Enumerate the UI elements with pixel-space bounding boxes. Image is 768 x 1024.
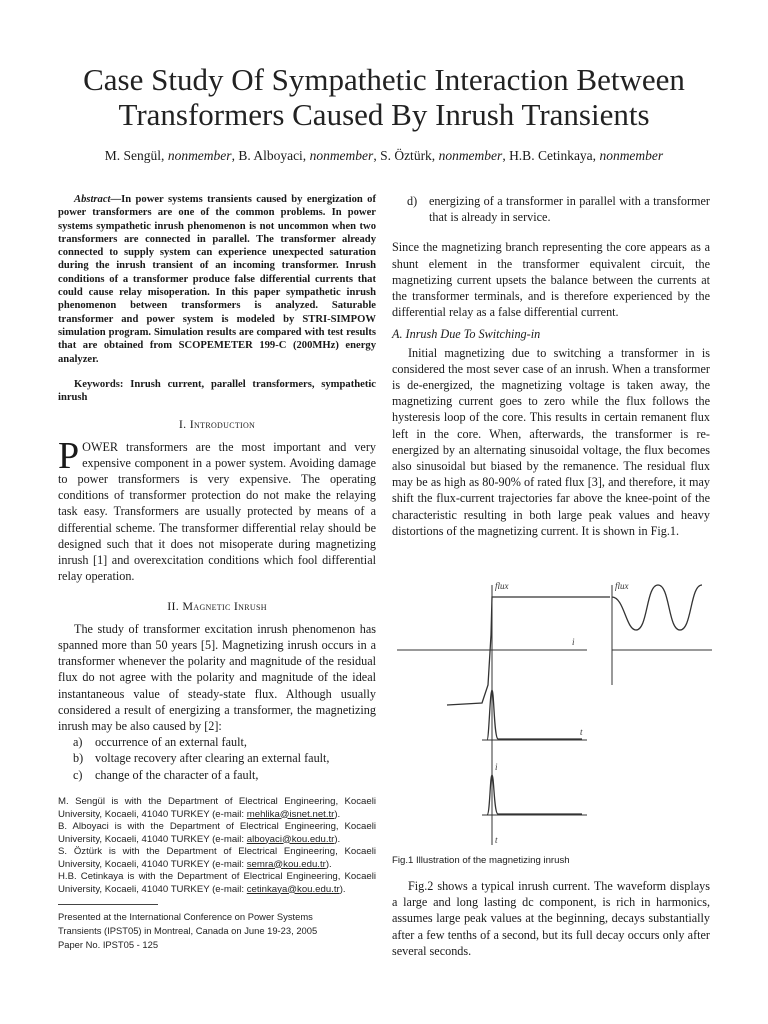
footnote: M. Sengül is with the Department of Electrical Engineering, Kocaeli University, Kocaeli, 41040 TURKEY (e-mail: mehlika@isnet.net.tr). xyxy=(58,796,376,820)
list-item xyxy=(58,767,376,783)
inrush-paragraph: The study of transformer excitation inrush phenomenon has spanned more than 50 years [5]. Magnetizing inrush occurs in a transformer whenever the polarity and magnitude of the residual flux do not agree with the polarity and magnitude of the ideal instantaneous value of steady-state flux. Although usually considered a result of energizing a transformer, the magnetizing inrush may be also caused by [2]: xyxy=(58,621,376,733)
author-footnotes xyxy=(58,796,376,896)
presentation-note xyxy=(58,910,376,952)
time-label: t xyxy=(580,727,583,737)
cause-list-continued xyxy=(392,193,710,225)
left-column xyxy=(58,193,376,783)
list-item xyxy=(58,734,376,750)
list-text: change of the character of a fault, xyxy=(95,767,259,782)
section-number: I. xyxy=(178,417,190,432)
footnote-rule xyxy=(58,904,158,905)
footnote: S. Öztürk is with the Department of Electrical Engineering, Kocaeli University, Kocaeli, 41040 TURKEY (e-mail: semra@kou.edu.tr). xyxy=(58,846,376,870)
author-role: nonmember xyxy=(438,148,503,163)
abstract-label: Abstract xyxy=(74,194,111,205)
list-marker: c) xyxy=(73,767,83,782)
footnote: H.B. Cetinkaya is with the Department of Electrical Engineering, Kocaeli University, Kocaeli, 41040 TURKEY (e-mail: cetinkaya@kou.edu.tr). xyxy=(58,871,376,895)
list-text: occurrence of an external fault, xyxy=(95,735,247,750)
presentation-line: Paper No. IPST05 - 125 xyxy=(58,939,159,950)
intro-text: OWER transformers are the most important and very expensive component in a power system. Avoiding damage to power transformers is very expensive. The operating conditions of transformer protection do not make the relaying task easy. Transformers are usually protected by means of a differential scheme. The transformer differential relay should be designed such that it does not misoperate during magnetizing inrush [1] and overexcitation conditions which fool differential relay operation. xyxy=(58,439,376,584)
author-name: , H.B. Cetinkaya, xyxy=(502,148,600,163)
section-title: Introduction xyxy=(189,417,256,432)
list-marker: a) xyxy=(73,735,83,750)
abstract-text: —In power systems transients caused by energization of power transformers are one of the common problems. In power systems sympathetic inrush phenomenon is not uncommon when two transformers are connected in parallel. The transformer already connected to supply system can experience unexpected saturation during the inrush transient of an incoming transformer. Inrush conditions of a transformer produce false differential currents that could cause relay misoperation. In this paper sympathetic inrush phenomenon between transformers is analyzed. Saturable transformer and power system is modeled by STRI-SIMPOW simulation program. Simulation results are compared with test results that are obtained from SCOPEMETER 199-C (200MHz) energy analyzer. xyxy=(58,194,376,365)
author-role: nonmember xyxy=(309,148,374,163)
author-role: nonmember xyxy=(599,148,664,163)
inrush-pulse-wave xyxy=(487,775,582,815)
paper-title xyxy=(0,62,768,132)
section-title: Magnetic Inrush xyxy=(182,599,267,614)
flux-label: flux xyxy=(495,581,509,591)
keywords: Keywords: Inrush current, parallel transformers, sympathetic inrush xyxy=(58,378,376,404)
email-link[interactable]: alboyaci@kou.edu.tr xyxy=(246,833,335,845)
inrush-current-wave xyxy=(487,690,582,740)
author-list xyxy=(0,148,768,164)
flux-current-curve xyxy=(447,597,610,705)
author-name: , B. Alboyaci, xyxy=(231,148,310,163)
section-heading-magnetic-inrush xyxy=(58,598,376,614)
list-text: voltage recovery after clearing an external fault, xyxy=(95,751,330,766)
shunt-paragraph: Since the magnetizing branch representing the core appears as a shunt element in the transformer equivalent circuit, the magnetizing current upsets the balance between the currents at the transformer terminals, and is therefore experienced by the differential relay as a false differential current. xyxy=(392,240,710,320)
abstract xyxy=(58,193,376,366)
drop-cap: P xyxy=(58,434,80,477)
list-marker: b) xyxy=(73,751,84,766)
presentation-line: Presented at the International Conference on Power Systems xyxy=(58,911,313,922)
time-label: t xyxy=(495,835,498,845)
flux-label: flux xyxy=(615,581,629,591)
email-link[interactable]: mehlika@isnet.net.tr xyxy=(246,808,335,820)
author-name: , S. Öztürk, xyxy=(373,148,439,163)
current-label: i xyxy=(495,762,498,772)
list-item xyxy=(392,193,710,225)
list-text: energizing of a transformer in parallel with a transformer that is already in service. xyxy=(429,194,710,225)
inrush-figure xyxy=(392,575,722,850)
switching-paragraph: Initial magnetizing due to switching a transformer in is considered the most sever case of an inrush. When a transformer is de-energized, the magnetizing voltage is taken away, the magnetizing current goes to zero while the flux follows the hysteresis loop of the core. This results in certain remanent flux left in the core. When, afterwards, the transformer is re-energized by an alternating sinusoidal voltage, the flux becomes also sinusoidal but biased by the remanence. The residual flux may be as high as 80-90% of rated flux [3], and therefore, it may shift the flux-current trajectories far above the knee-point of the characteristic resulting in both large peak values and heavy distortions of the magnetizing current. It is shown in Fig.1. xyxy=(392,345,710,538)
intro-paragraph xyxy=(58,434,376,585)
email-link[interactable]: semra@kou.edu.tr xyxy=(246,858,326,870)
email-link[interactable]: cetinkaya@kou.edu.tr xyxy=(246,883,340,895)
title-line-2: Transformers Caused By Inrush Transients xyxy=(118,97,650,132)
current-label: i xyxy=(572,637,575,647)
author-name: M. Sengül, xyxy=(104,148,168,163)
cause-list xyxy=(58,734,376,783)
right-column xyxy=(392,193,710,539)
figure-caption: Fig.1 Illustration of the magnetizing inrush xyxy=(392,855,570,866)
footnote: B. Alboyaci is with the Department of Electrical Engineering, Kocaeli University, Kocaeli, 41040 TURKEY (e-mail: alboyaci@kou.edu.tr). xyxy=(58,821,376,845)
section-heading-introduction xyxy=(58,416,376,432)
flux-waveform xyxy=(612,585,702,630)
section-number: II. xyxy=(167,599,183,614)
list-marker: d) xyxy=(407,194,418,208)
subsection-heading: A. Inrush Due To Switching-in xyxy=(392,327,541,342)
title-line-1: Case Study Of Sympathetic Interaction Between xyxy=(83,62,685,97)
presentation-line: Transients (IPST05) in Montreal, Canada on June 19-23, 2005 xyxy=(58,925,318,936)
list-item xyxy=(58,750,376,766)
fig2-paragraph: Fig.2 shows a typical inrush current. The waveform displays a large and long lasting dc component, is rich in harmonics, assumes large peak values at the beginning, decays substantially after a few tenths of a second, but its full decay occurs only after several seconds. xyxy=(392,879,710,958)
author-role: nonmember xyxy=(167,148,232,163)
